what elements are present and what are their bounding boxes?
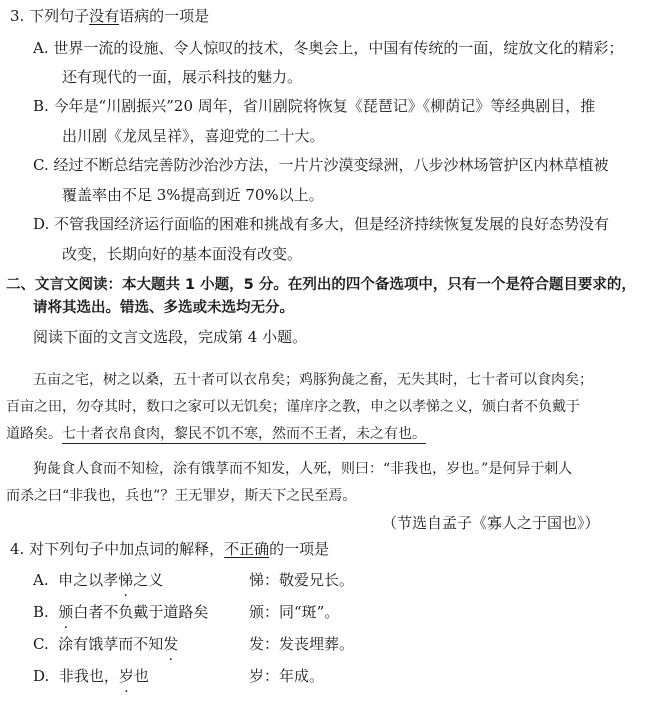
passage-p1-line3-start: 道路矣。 <box>6 426 62 442</box>
q3-option-a-line1: A. 世界一流的设施、令人惊叹的技术，冬奥会上，中国有传统的一面，绽放文化的精彩； <box>33 39 624 57</box>
q3-option-a-line2: 还有现代的一面，展示科技的魅力。 <box>62 68 303 86</box>
q3-option-d-line2: 改变，长期向好的基本面没有改变。 <box>62 245 303 263</box>
q3-stem-text-end: 语病的一项是 <box>119 7 210 25</box>
q3-option-b-line2: 出川剧《龙凤呈祥》，喜迎党的二十大。 <box>62 127 325 145</box>
q4-option-text-end: 白者不负戴于道路矣 <box>73 603 209 621</box>
q4-option-label: D. <box>33 667 50 685</box>
q4-option-label: C. <box>33 635 49 653</box>
q3-option-c-line1: C. 经过不断总结完善防沙治沙方法，一片片沙漠变绿洲，八步沙林场管护区内林草植被 <box>33 156 609 174</box>
q4-option-a <box>33 570 163 590</box>
q4-option-text: 涂有饿莩而不知 <box>58 635 164 653</box>
q4-option-text: 申之以孝 <box>58 571 119 589</box>
q4-option-b <box>33 602 208 622</box>
q4-option-c <box>33 634 178 654</box>
q4-stem <box>10 539 329 559</box>
passage-underlined-sentence: 七十者衣帛食肉，黎民不饥不寒，然而不王者，未之有也。 <box>62 426 426 442</box>
passage-p1-line3 <box>6 424 426 444</box>
q4-option-c-explanation: 发：发丧埋葬。 <box>249 635 355 653</box>
q4-option-d <box>33 666 149 686</box>
section2-title-line1: 二、文言文阅读：本大题共 1 小题，5 分。在列出的四个备选项中，只有一个是符合题目要求的， <box>6 277 636 293</box>
q3-stem-emphasis: 没有 <box>89 7 120 25</box>
section2-instruction: 阅读下面的文言文选段，完成第 4 小题。 <box>33 328 308 346</box>
q4-option-text-end: 也 <box>133 667 149 685</box>
q4-option-text-end: 之义 <box>133 571 164 589</box>
q4-option-label: B. <box>33 603 49 621</box>
q4-dotted-word: 岁 <box>118 667 134 685</box>
q3-option-b-line1: B. 今年是“川剧振兴”20 周年，省川剧院将恢复《琵琶记》《柳荫记》等经典剧目，推 <box>33 97 596 115</box>
q4-option-d-explanation: 岁：年成。 <box>249 667 325 685</box>
q3-stem-text: 3. 下列句子 <box>10 7 90 25</box>
q4-stem-text-end: 的一项是 <box>269 540 330 558</box>
q3-option-d-line1: D. 不管我国经济运行面临的困难和挑战有多大，但是经济持续恢复发展的良好态势没有 <box>33 215 610 233</box>
q4-option-label: A. <box>33 571 49 589</box>
passage-p2-line2: 而杀之曰“非我也，兵也”？王无罪岁，斯天下之民至焉。 <box>6 488 357 504</box>
section2-title-line2: 请将其选出。错选、多选或未选均无分。 <box>33 300 294 316</box>
passage-p1-line1: 五亩之宅，树之以桑，五十者可以衣帛矣；鸡豚狗彘之畜，无失其时，七十者可以食肉矣； <box>33 372 593 388</box>
q4-stem-text: 4. 对下列句子中加点词的解释， <box>10 540 225 558</box>
q4-option-text: 非我也， <box>58 667 119 685</box>
q4-stem-emphasis: 不正确 <box>224 540 270 558</box>
q3-stem <box>10 6 209 26</box>
q4-dotted-word: 悌 <box>118 571 134 589</box>
q4-dotted-word: 颁 <box>58 603 74 621</box>
q3-option-c-line2: 覆盖率由不足 3%提高到近 70%以上。 <box>62 186 324 204</box>
passage-source: （节选自孟子《寡人之于国也》） <box>382 514 600 532</box>
q4-dotted-word: 发 <box>163 635 179 653</box>
passage-p1-line2: 百亩之田，勿夺其时，数口之家可以无饥矣；谨庠序之教，申之以孝悌之义，颁白者不负戴于 <box>6 399 580 415</box>
q4-option-b-explanation: 颁：同“斑”。 <box>249 603 340 621</box>
q4-option-a-explanation: 悌：敬爱兄长。 <box>249 571 355 589</box>
passage-p2-line1: 狗彘食人食而不知检，涂有饿莩而不知发，人死，则曰：“非我也，岁也。”是何异于刺人 <box>33 461 573 477</box>
